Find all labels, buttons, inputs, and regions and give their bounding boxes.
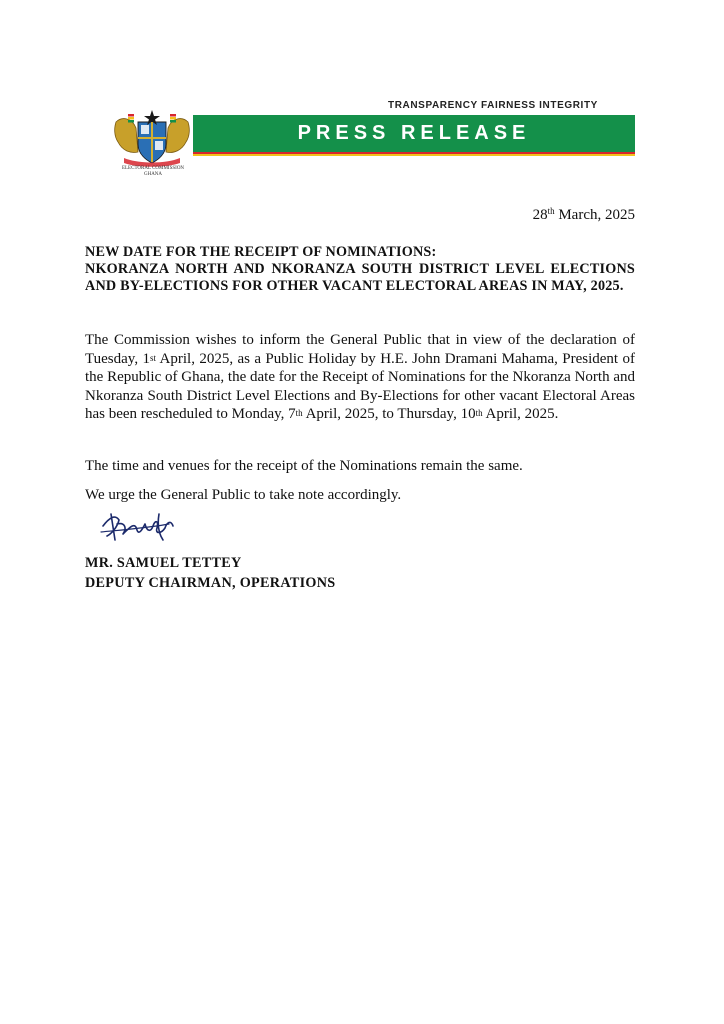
crest-caption-line1: ELECTORAL COMMISSION bbox=[121, 166, 185, 171]
p1-part-b: April, 2025, as a Public Holiday by H.E. John Dramani Mahama, President of the Republic of Ghana, the date for the Receipt of Nominations for the Nkoranza North and Nkoranza South District Level Elections and By-Elections for other vacant Electoral Areas has been rescheduled to Monday, 7 bbox=[85, 350, 635, 422]
crest-caption bbox=[108, 166, 198, 178]
signatory-name: MR. SAMUEL TETTEY bbox=[85, 555, 242, 571]
tagline: TRANSPARENCY FAIRNESS INTEGRITY bbox=[388, 100, 598, 111]
date-day: 28 bbox=[532, 207, 548, 223]
date-rest: March, 2025 bbox=[554, 207, 635, 223]
release-date bbox=[533, 207, 635, 224]
body-paragraph-1 bbox=[85, 331, 635, 424]
p1-sup-1: st bbox=[149, 352, 156, 363]
p1-sup-3: th bbox=[475, 408, 483, 418]
date-day-suffix: th bbox=[547, 206, 555, 216]
signatory-block bbox=[85, 553, 335, 593]
banner-title: PRESS RELEASE bbox=[297, 122, 531, 144]
headline-line1: NEW DATE FOR THE RECEIPT OF NOMINATIONS: bbox=[85, 244, 437, 260]
signatory-position: DEPUTY CHAIRMAN, OPERATIONS bbox=[85, 575, 336, 591]
electoral-commission-crest-icon bbox=[110, 108, 194, 168]
headline bbox=[85, 244, 635, 295]
crest-caption-line2: GHANA bbox=[143, 172, 163, 177]
handwritten-signature bbox=[97, 506, 177, 548]
press-release-banner bbox=[193, 115, 635, 155]
p1-part-a: The Commission wishes to inform the General Public that in view of the declaration of Tuesday, 1 bbox=[85, 332, 635, 367]
banner-gold-stripe bbox=[193, 154, 635, 156]
p1-sup-2: th bbox=[295, 408, 303, 418]
body-paragraph-2: The time and venues for the receipt of the Nominations remain the same. bbox=[85, 458, 523, 474]
body-paragraph-3: We urge the General Public to take note accordingly. bbox=[85, 487, 402, 503]
p1-part-c: April, 2025, to Thursday, 10 bbox=[302, 406, 476, 422]
p1-part-d: April, 2025. bbox=[482, 406, 559, 422]
headline-line2: NKORANZA NORTH AND NKORANZA SOUTH DISTRICT LEVEL ELECTIONS AND BY-ELECTIONS FOR OTHER VACANT ELECTORAL AREAS IN MAY, 2025. bbox=[85, 261, 635, 294]
